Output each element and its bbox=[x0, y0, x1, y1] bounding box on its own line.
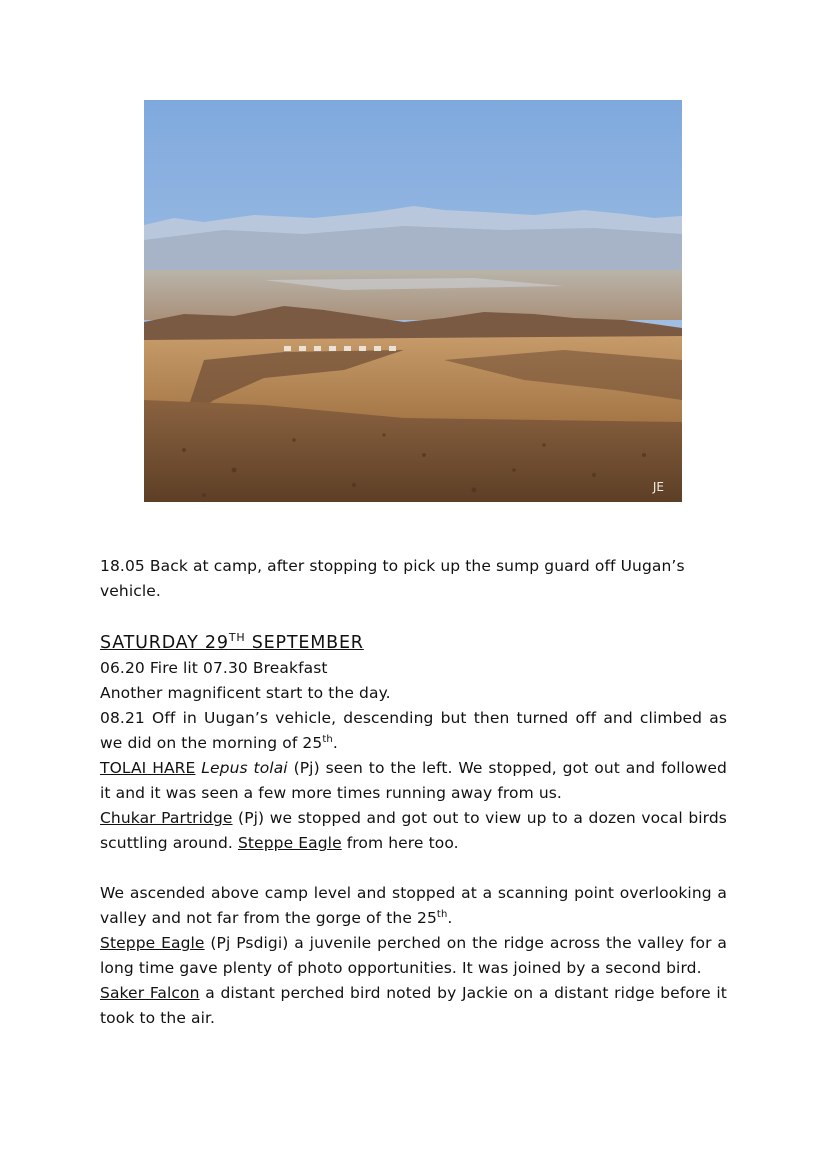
tolai-hare-paragraph: TOLAI HARE Lepus tolai (Pj) seen to the left. We stopped, got out and followed it and it was seen a few more times running away from us. bbox=[100, 759, 727, 802]
off-paragraph: 08.21 Off in Uugan’s vehicle, descending but then turned off and climbed as we did on the morning of 25th. bbox=[100, 709, 727, 752]
start-line: Another magnificent start to the day. bbox=[100, 684, 391, 702]
species-name: Saker Falcon bbox=[100, 984, 200, 1002]
latin-name: Lepus tolai bbox=[201, 759, 288, 777]
back-at-camp-line: 18.05 Back at camp, after stopping to pick up the sump guard off Uugan’s vehicle. bbox=[100, 557, 685, 600]
day-heading: SATURDAY 29TH SEPTEMBER bbox=[100, 631, 364, 653]
fire-lit-line: 06.20 Fire lit 07.30 Breakfast bbox=[100, 659, 328, 677]
landscape-photo bbox=[144, 100, 682, 502]
steppe-eagle-paragraph: Steppe Eagle (Pj Psdigi) a juvenile perched on the ridge across the valley for a long time gave plenty of photo opportunities. It was joined by a second bird. bbox=[100, 934, 727, 977]
saker-falcon-paragraph: Saker Falcon a distant perched bird noted by Jackie on a distant ridge before it took to the air. bbox=[100, 984, 727, 1027]
species-name: Steppe Eagle bbox=[237, 834, 342, 852]
species-name: Chukar Partridge bbox=[100, 809, 233, 827]
species-name: Steppe Eagle bbox=[100, 934, 205, 952]
document-body bbox=[100, 554, 727, 1031]
photo-credit: JE bbox=[652, 480, 664, 494]
ascended-paragraph: We ascended above camp level and stopped at a scanning point overlooking a valley and not far from the gorge of the 25th. bbox=[100, 884, 727, 927]
chukar-paragraph: Chukar Partridge (Pj) we stopped and got out to view up to a dozen vocal birds scuttling around. Steppe Eagle from here too. bbox=[100, 809, 727, 852]
photo-image bbox=[144, 100, 682, 502]
species-name: TOLAI HARE bbox=[100, 759, 196, 777]
